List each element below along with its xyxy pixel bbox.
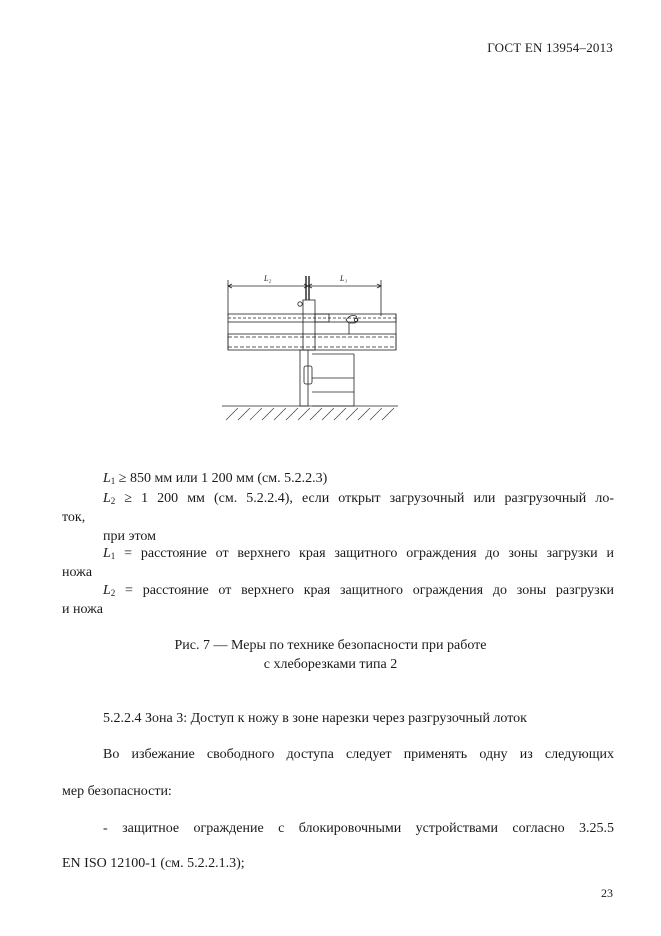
figure-caption-line2: с хлеборезками типа 2 <box>263 657 398 672</box>
figure-label-l2: L₂ <box>264 274 272 283</box>
definition-l1-cont: ножа <box>62 565 93 580</box>
paragraph-2-line2: EN ISO 12100-1 (см. 5.2.2.1.3); <box>62 856 245 871</box>
figure-safety-diagram <box>218 268 403 426</box>
document-header: ГОСТ EN 13954–2013 <box>487 40 613 55</box>
note-at-this: при этом <box>103 529 157 544</box>
paragraph-1-line2: мер безопасности: <box>62 784 172 799</box>
definition-l1: $L_1$ = расстояние от верхнего края защитного ограждения до зоны загрузки и <box>103 546 614 561</box>
paragraph-1-line1: Во избежание свободного доступа следует применять одну из следующих <box>103 747 614 762</box>
section-heading: 5.2.2.4 Зона 3: Доступ к ножу в зоне нарезки через разгрузочный лоток <box>103 711 527 726</box>
paragraph-2-line1: - защитное ограждение с блокировочными устройствами согласно 3.25.5 <box>103 821 614 836</box>
note-l1: $L_1 \ge 850$ мм или 1 200 мм (см. 5.2.2.3) <box>103 471 328 486</box>
definition-l2-cont: и ножа <box>62 602 104 617</box>
page-number: 23 <box>601 886 613 900</box>
note-l2-cont: ток, <box>62 510 86 525</box>
note-l2: $L_2 \ge 1$ 200 мм (см. 5.2.2.4), если открыт загрузочный или разгрузочный ло- <box>103 491 614 506</box>
definition-l2: $L_2$ = расстояние от верхнего края защитного ограждения до зоны разгрузки <box>103 583 614 598</box>
figure-label-l1: L₁ <box>340 274 348 283</box>
figure-caption-line1: Рис. 7 — Меры по технике безопасности при работе <box>174 638 487 653</box>
